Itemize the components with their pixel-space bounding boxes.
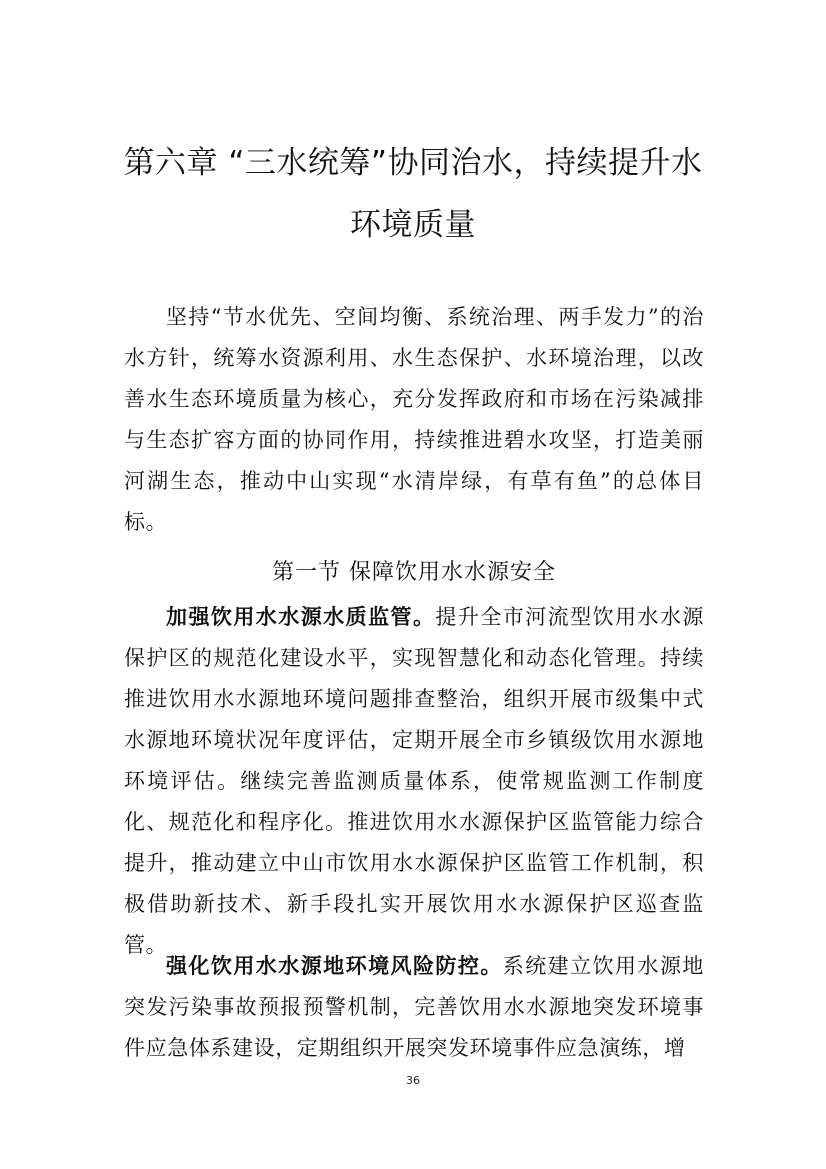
section-title: 第一节 保障饮用水水源安全 [272,560,556,585]
paragraph-2-lead: 强化饮用水水源地环境风险防控。 [166,954,503,978]
body-paragraph-1 [124,597,704,966]
paragraph-1-text: 提升全市河流型饮用水水源保护区的规范化建设水平，实现智慧化和动态化管理。持续推进饮用水水源地环境问题排查整治，组织开展市级集中式水源地环境状况年度评估，定期开展全市乡镇级饮用水源地环境评估。继续完善监测质量体系，使常规监测工作制度化、规范化和程序化。推进饮用水水源保护区监管能力综合提升，推动建立中山市饮用水水源保护区监管工作机制，积极借助新技术、新手段扎实开展饮用水水源保护区巡查监管。 [124,605,704,957]
paragraph-1-lead: 加强饮用水水源水质监管。 [166,605,436,629]
page-number: 36 [406,1074,420,1087]
chapter-title: 第六章 “三水统筹”协同治水，持续提升水环境质量 [123,145,703,243]
paragraph-2-text: 系统建立饮用水源地突发污染事故预报预警机制，完善饮用水水源地突发环境事件应急体系建设，定期组织开展突发环境事件应急演练，增 [124,954,704,1060]
intro-paragraph: 坚持“节水优先、空间均衡、系统治理、两手发力”的治水方针，统筹水资源利用、水生态保护、水环境治理，以改善水生态环境质量为核心，充分发挥政府和市场在污染减排与生态扩容方面的协同作用，持续推进碧水攻坚，打造美丽河湖生态，推动中山实现“水清岸绿，有草有鱼”的总体目标。 [124,305,704,534]
body-paragraph-2 [124,946,704,1069]
